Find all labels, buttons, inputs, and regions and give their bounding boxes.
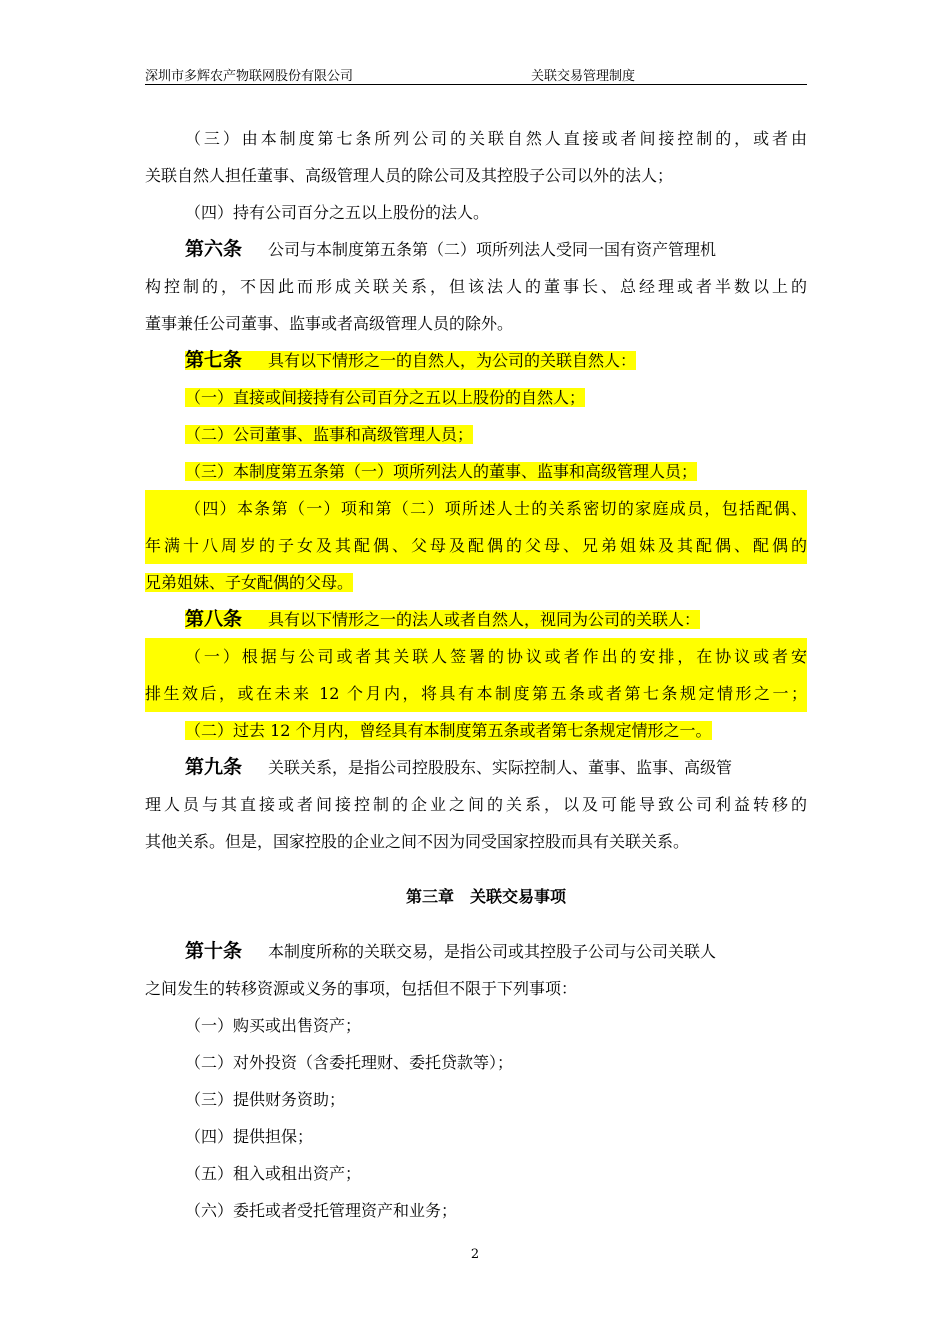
article-9-line-1 <box>145 749 807 786</box>
article-9-label: 第九条 <box>185 756 243 778</box>
article-7-item-3 <box>145 453 807 490</box>
article-10-item: （一）购买或出售资产； <box>185 1016 362 1035</box>
article-8-item-2 <box>145 712 807 749</box>
article-10-item: （四）提供担保； <box>185 1127 314 1146</box>
header-document-title: 关联交易管理制度 <box>531 69 636 84</box>
article-6-text: 公司与本制度第五条第（二）项所列法人受同一国有资产管理机 <box>268 240 717 259</box>
article-8-item-1-line-2: 排生效后，或在未来 12 个月内，将具有本制度第五条或者第七条规定情形之一； <box>145 675 807 712</box>
article-7-item-1-text: （一）直接或间接持有公司百分之五以上股份的自然人； <box>185 388 586 407</box>
article-7-item-4-line-1: （四）本条第（一）项和第（二）项所述人士的关系密切的家庭成员，包括配偶、 <box>145 490 807 527</box>
article-10-item: （二）对外投资（含委托理财、委托贷款等）； <box>185 1053 514 1072</box>
clause-4: （四）持有公司百分之五以上股份的法人。 <box>185 203 490 222</box>
article-9-text: 关联关系，是指公司控股股东、实际控制人、董事、监事、高级管 <box>268 758 733 777</box>
article-10-item: （五）租入或租出资产； <box>185 1164 362 1183</box>
article-10-text: 本制度所称的关联交易，是指公司或其控股子公司与公司关联人 <box>268 942 717 961</box>
article-6-line-1 <box>145 231 807 268</box>
clause-3-line-1: （三）由本制度第七条所列公司的关联自然人直接或者间接控制的，或者由 <box>185 129 807 148</box>
article-7-item-4-line-3 <box>145 564 807 601</box>
clause-3-line-2: 关联自然人担任董事、高级管理人员的除公司及其控股子公司以外的法人； <box>145 166 674 185</box>
article-10-item: （三）提供财务资助； <box>185 1090 346 1109</box>
article-9-line-3: 其他关系。但是，国家控股的企业之间不因为同受国家控股而具有关联关系。 <box>145 832 690 851</box>
header-company-name: 深圳市多辉农产物联网股份有限公司 <box>145 69 354 84</box>
page-header <box>145 62 807 85</box>
document-body <box>145 120 807 1229</box>
article-10-item: （六）委托或者受托管理资产和业务； <box>185 1201 458 1220</box>
page-number: 2 <box>470 1247 480 1262</box>
article-8-label: 第八条 <box>185 608 243 630</box>
article-8-item-1-line-1: （一）根据与公司或者其关联人签署的协议或者作出的安排，在协议或者安 <box>145 638 807 675</box>
article-10-label: 第十条 <box>185 940 243 962</box>
article-8-item-2-text: （二）过去 12 个月内，曾经具有本制度第五条或者第七条规定情形之一。 <box>185 721 712 740</box>
article-7-label: 第七条 <box>185 349 243 371</box>
article-7-item-2-text: （二）公司董事、监事和高级管理人员； <box>185 425 474 444</box>
article-6-label: 第六条 <box>185 238 243 260</box>
article-10-line-2: 之间发生的转移资源或义务的事项，包括但不限于下列事项： <box>145 979 578 998</box>
article-8-text: 具有以下情形之一的法人或者自然人，视同为公司的关联人： <box>268 610 701 629</box>
article-8-line-1 <box>145 601 807 638</box>
article-7-item-1 <box>145 379 807 416</box>
article-7-line-1 <box>145 342 807 379</box>
chapter-3-heading: 第三章 关联交易事项 <box>405 887 566 906</box>
article-6-line-3: 董事兼任公司董事、监事或者高级管理人员的除外。 <box>145 314 514 333</box>
article-7-item-4-line-2: 年满十八周岁的子女及其配偶、父母及配偶的父母、兄弟姐妹及其配偶、配偶的 <box>145 527 807 564</box>
article-7-item-4-line-3-text: 兄弟姐妹、子女配偶的父母。 <box>145 573 354 592</box>
article-7-text: 具有以下情形之一的自然人，为公司的关联自然人： <box>268 351 637 370</box>
article-7-item-2 <box>145 416 807 453</box>
article-9-line-2: 理人员与其直接或者间接控制的企业之间的关系，以及可能导致公司利益转移的 <box>145 795 807 814</box>
article-6-line-2: 构控制的，不因此而形成关联关系，但该法人的董事长、总经理或者半数以上的 <box>145 277 807 296</box>
article-7-item-3-text: （三）本制度第五条第（一）项所列法人的董事、监事和高级管理人员； <box>185 462 698 481</box>
article-10-line-1 <box>145 933 807 970</box>
